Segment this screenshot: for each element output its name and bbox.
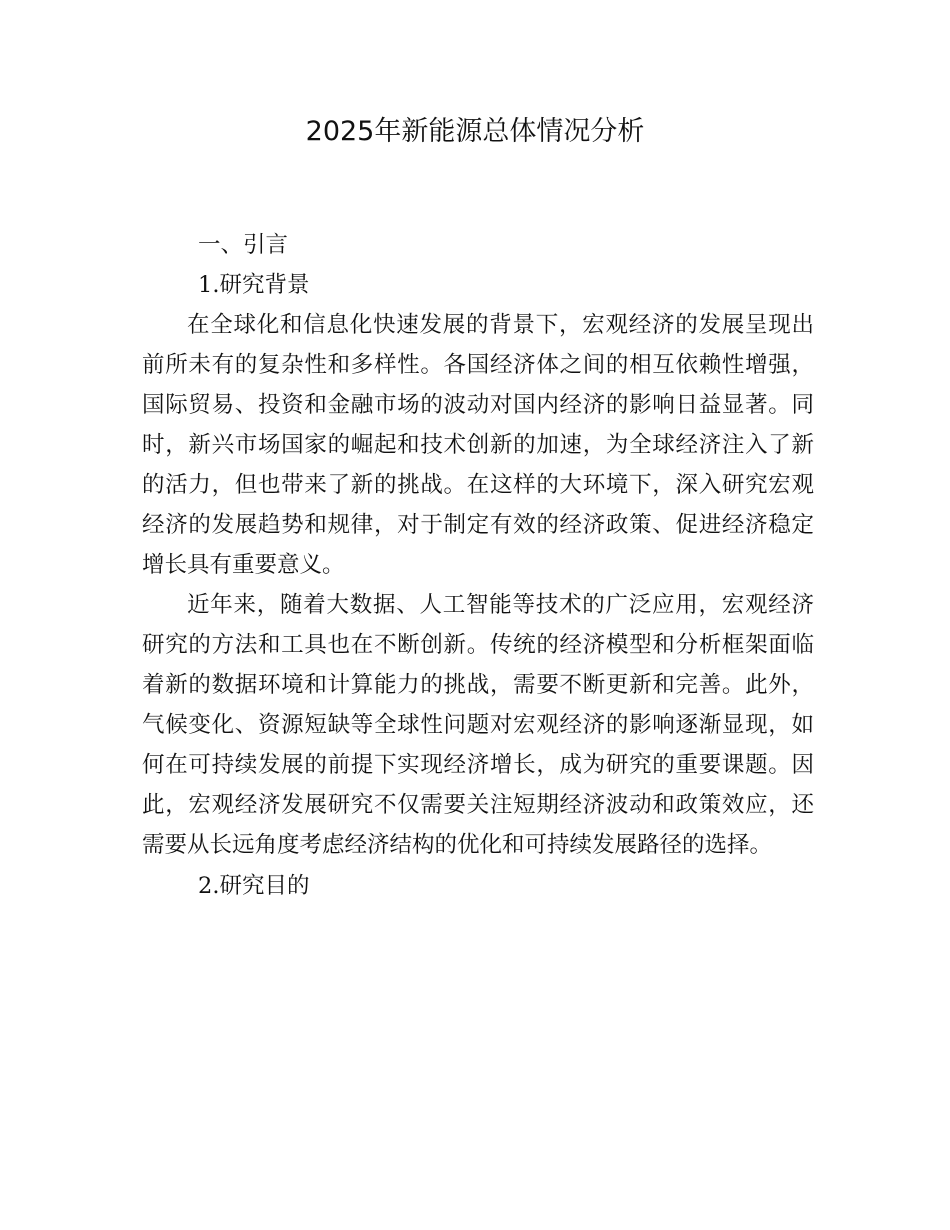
subsection-heading-background: 1.研究背景 <box>198 272 310 298</box>
document-title: 2025年新能源总体情况分析 <box>305 116 645 147</box>
paragraph-background-2: 近年来，随着大数据、人工智能等技术的广泛应用，宏观经济研究的方法和工具也在不断创新。传统的经济模型和分析框架面临着新的数据环境和计算能力的挑战，需要不断更新和完善。此外，气候变化、资源短缺等全球性问题对宏观经济的影响逐渐显现，如何在可持续发展的前提下实现经济增长，成为研究的重要课题。因此，宏观经济发展研究不仅需要关注短期经济波动和政策效应，还需要从长远角度考虑经济结构的优化和可持续发展路径的选择。 <box>142 592 814 858</box>
subsection-heading-purpose: 2.研究目的 <box>198 873 310 899</box>
document-body <box>142 225 814 906</box>
paragraph-background-1: 在全球化和信息化快速发展的背景下，宏观经济的发展呈现出前所未有的复杂性和多样性。各国经济体之间的相互依赖性增强，国际贸易、投资和金融市场的波动对国内经济的影响日益显著。同时，新兴市场国家的崛起和技术创新的加速，为全球经济注入了新的活力，但也带来了新的挑战。在这样的大环境下，深入研究宏观经济的发展趋势和规律，对于制定有效的经济政策、促进经济稳定增长具有重要意义。 <box>142 312 814 578</box>
section-heading-introduction: 一、引言 <box>198 232 289 258</box>
